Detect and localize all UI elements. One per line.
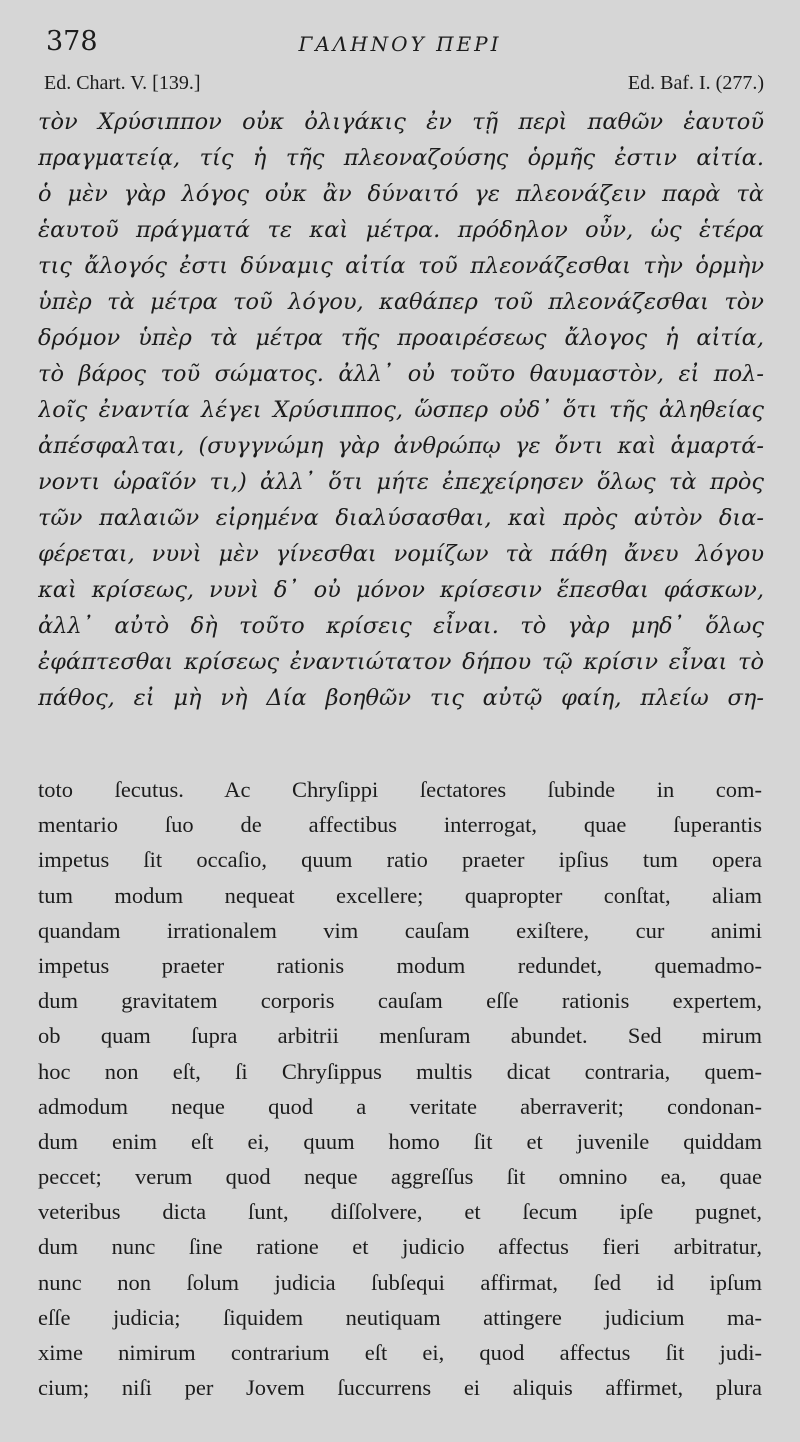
latin-text-line: tum modum nequeat excellere; quapropter conſtat, aliam	[38, 882, 762, 908]
greek-text-line: δρόμον ὑπὲρ τὰ μέτρα τῆς προαιρέσεως ἄλογος ἡ αἰτία,	[38, 325, 764, 351]
latin-translation-block	[38, 772, 762, 1405]
greek-text-line: ἐφάπτεσθαι κρίσεως ἐναντιώτατον δήπου τῷ κρίσιν εἶναι τὸ	[38, 649, 764, 675]
greek-text-line: ἀλλ᾽ αὐτὸ δὴ τοῦτο κρίσεις εἶναι. τὸ γὰρ μηδ᾽ ὅλως	[38, 613, 764, 639]
running-title: ΓΑΛΗΝΟΥ ΠΕΡΙ	[298, 32, 502, 56]
greek-text-line: ὑπὲρ τὰ μέτρα τοῦ λόγου, καθάπερ τοῦ πλεονάζεσθαι τὸν	[38, 289, 764, 315]
latin-text-line: impetus ſit occaſio, quum ratio praeter ipſius tum opera	[38, 847, 762, 873]
latin-text-line: dum gravitatem corporis cauſam eſſe rationis expertem,	[38, 988, 762, 1014]
greek-text-line: τῶν παλαιῶν εἰρημένα διαλύσασθαι, καὶ πρὸς αὑτὸν δια-	[38, 505, 764, 531]
greek-text-line: τὸν Χρύσιππον οὐκ ὀλιγάκις ἐν τῇ περὶ παθῶν ἑαυτοῦ	[38, 109, 764, 135]
latin-text-line: peccet; verum quod neque aggreſſus ſit omnino ea, quae	[38, 1164, 762, 1190]
latin-text-line: nunc non ſolum judicia ſubſequi affirmat, ſed id ipſum	[38, 1269, 762, 1295]
greek-text-line: πραγματείᾳ, τίς ἡ τῆς πλεοναζούσης ὁρμῆς ἐστιν αἰτία.	[38, 145, 764, 171]
greek-text-line: τις ἄλογός ἐστι δύναμις αἰτία τοῦ πλεονάζεσθαι τὴν ὁρμὴν	[38, 253, 764, 279]
greek-text-line: νοντι ὡραῖόν τι,) ἀλλ᾽ ὅτι μήτε ἐπεχείρησεν ὅλως τὰ πρὸς	[38, 469, 764, 495]
edition-ref-basel: Ed. Baf. I. (277.)	[627, 72, 764, 94]
greek-text-line: λοῖς ἐναντία λέγει Χρύσιππος, ὥσπερ οὐδ᾽ ὅτι τῆς ἀληθείας	[38, 397, 764, 423]
latin-text-line: eſſe judicia; ſiquidem neutiquam attingere judicium ma-	[38, 1304, 762, 1330]
greek-text-line: ὁ μὲν γὰρ λόγος οὐκ ἂν δύναιτό γε πλεονάζειν παρὰ τὰ	[38, 181, 764, 207]
latin-text-line: veteribus dicta ſunt, diſſolvere, et ſecum ipſe pugnet,	[38, 1199, 762, 1225]
greek-text-line: φέρεται, νυνὶ μὲν γίνεσθαι νομίζων τὰ πάθη ἄνευ λόγου	[38, 541, 764, 567]
greek-text-line: τὸ βάρος τοῦ σώματος. ἀλλ᾽ οὐ τοῦτο θαυμαστὸν, εἰ πολ-	[38, 361, 764, 387]
latin-text-line: dum enim eſt ei, quum homo ſit et juvenile quiddam	[38, 1128, 762, 1154]
latin-text-line: xime nimirum contrarium eſt ei, quod affectus ſit judi-	[38, 1340, 762, 1365]
greek-text-line: ἑαυτοῦ πράγματά τε καὶ μέτρα. πρόδηλον οὖν, ὡς ἑτέρα	[38, 217, 764, 243]
edition-ref-chartier: Ed. Chart. V. [139.]	[44, 72, 201, 94]
latin-text-line: toto ſecutus. Ac Chryſippi ſectatores ſubinde in com-	[38, 777, 762, 802]
greek-text-block	[38, 104, 764, 716]
latin-text-line: mentario ſuo de affectibus interrogat, quae ſuperantis	[38, 812, 762, 838]
greek-text-line: πάθος, εἰ μὴ νὴ Δία βοηθῶν τις αὐτῷ φαίη, πλείω ση-	[38, 685, 764, 711]
greek-text-line: καὶ κρίσεως, νυνὶ δ᾽ οὐ μόνον κρίσεσιν ἕπεσθαι φάσκων,	[38, 577, 764, 603]
latin-text-line: cium; niſi per Jovem ſuccurrens ei aliquis affirmet, plura	[38, 1375, 762, 1401]
edition-references	[44, 72, 764, 104]
latin-text-line: hoc non eſt, ſi Chryſippus multis dicat contraria, quem-	[38, 1058, 762, 1084]
greek-text-line: ἀπέσφαλται, (συγγνώμη γὰρ ἀνθρώπῳ γε ὄντι καὶ ἁμαρτά-	[38, 433, 764, 459]
page-number: 378	[46, 26, 98, 57]
latin-text-line: quandam irrationalem vim cauſam exiſtere, cur animi	[38, 917, 762, 943]
latin-text-line: dum nunc ſine ratione et judicio affectus fieri arbitratur,	[38, 1234, 762, 1260]
latin-text-line: admodum neque quod a veritate aberraverit; condonan-	[38, 1093, 762, 1119]
running-head	[38, 26, 762, 66]
latin-text-line: ob quam ſupra arbitrii menſuram abundet. Sed mirum	[38, 1023, 762, 1049]
latin-text-line: impetus praeter rationis modum redundet, quemadmo-	[38, 952, 762, 978]
